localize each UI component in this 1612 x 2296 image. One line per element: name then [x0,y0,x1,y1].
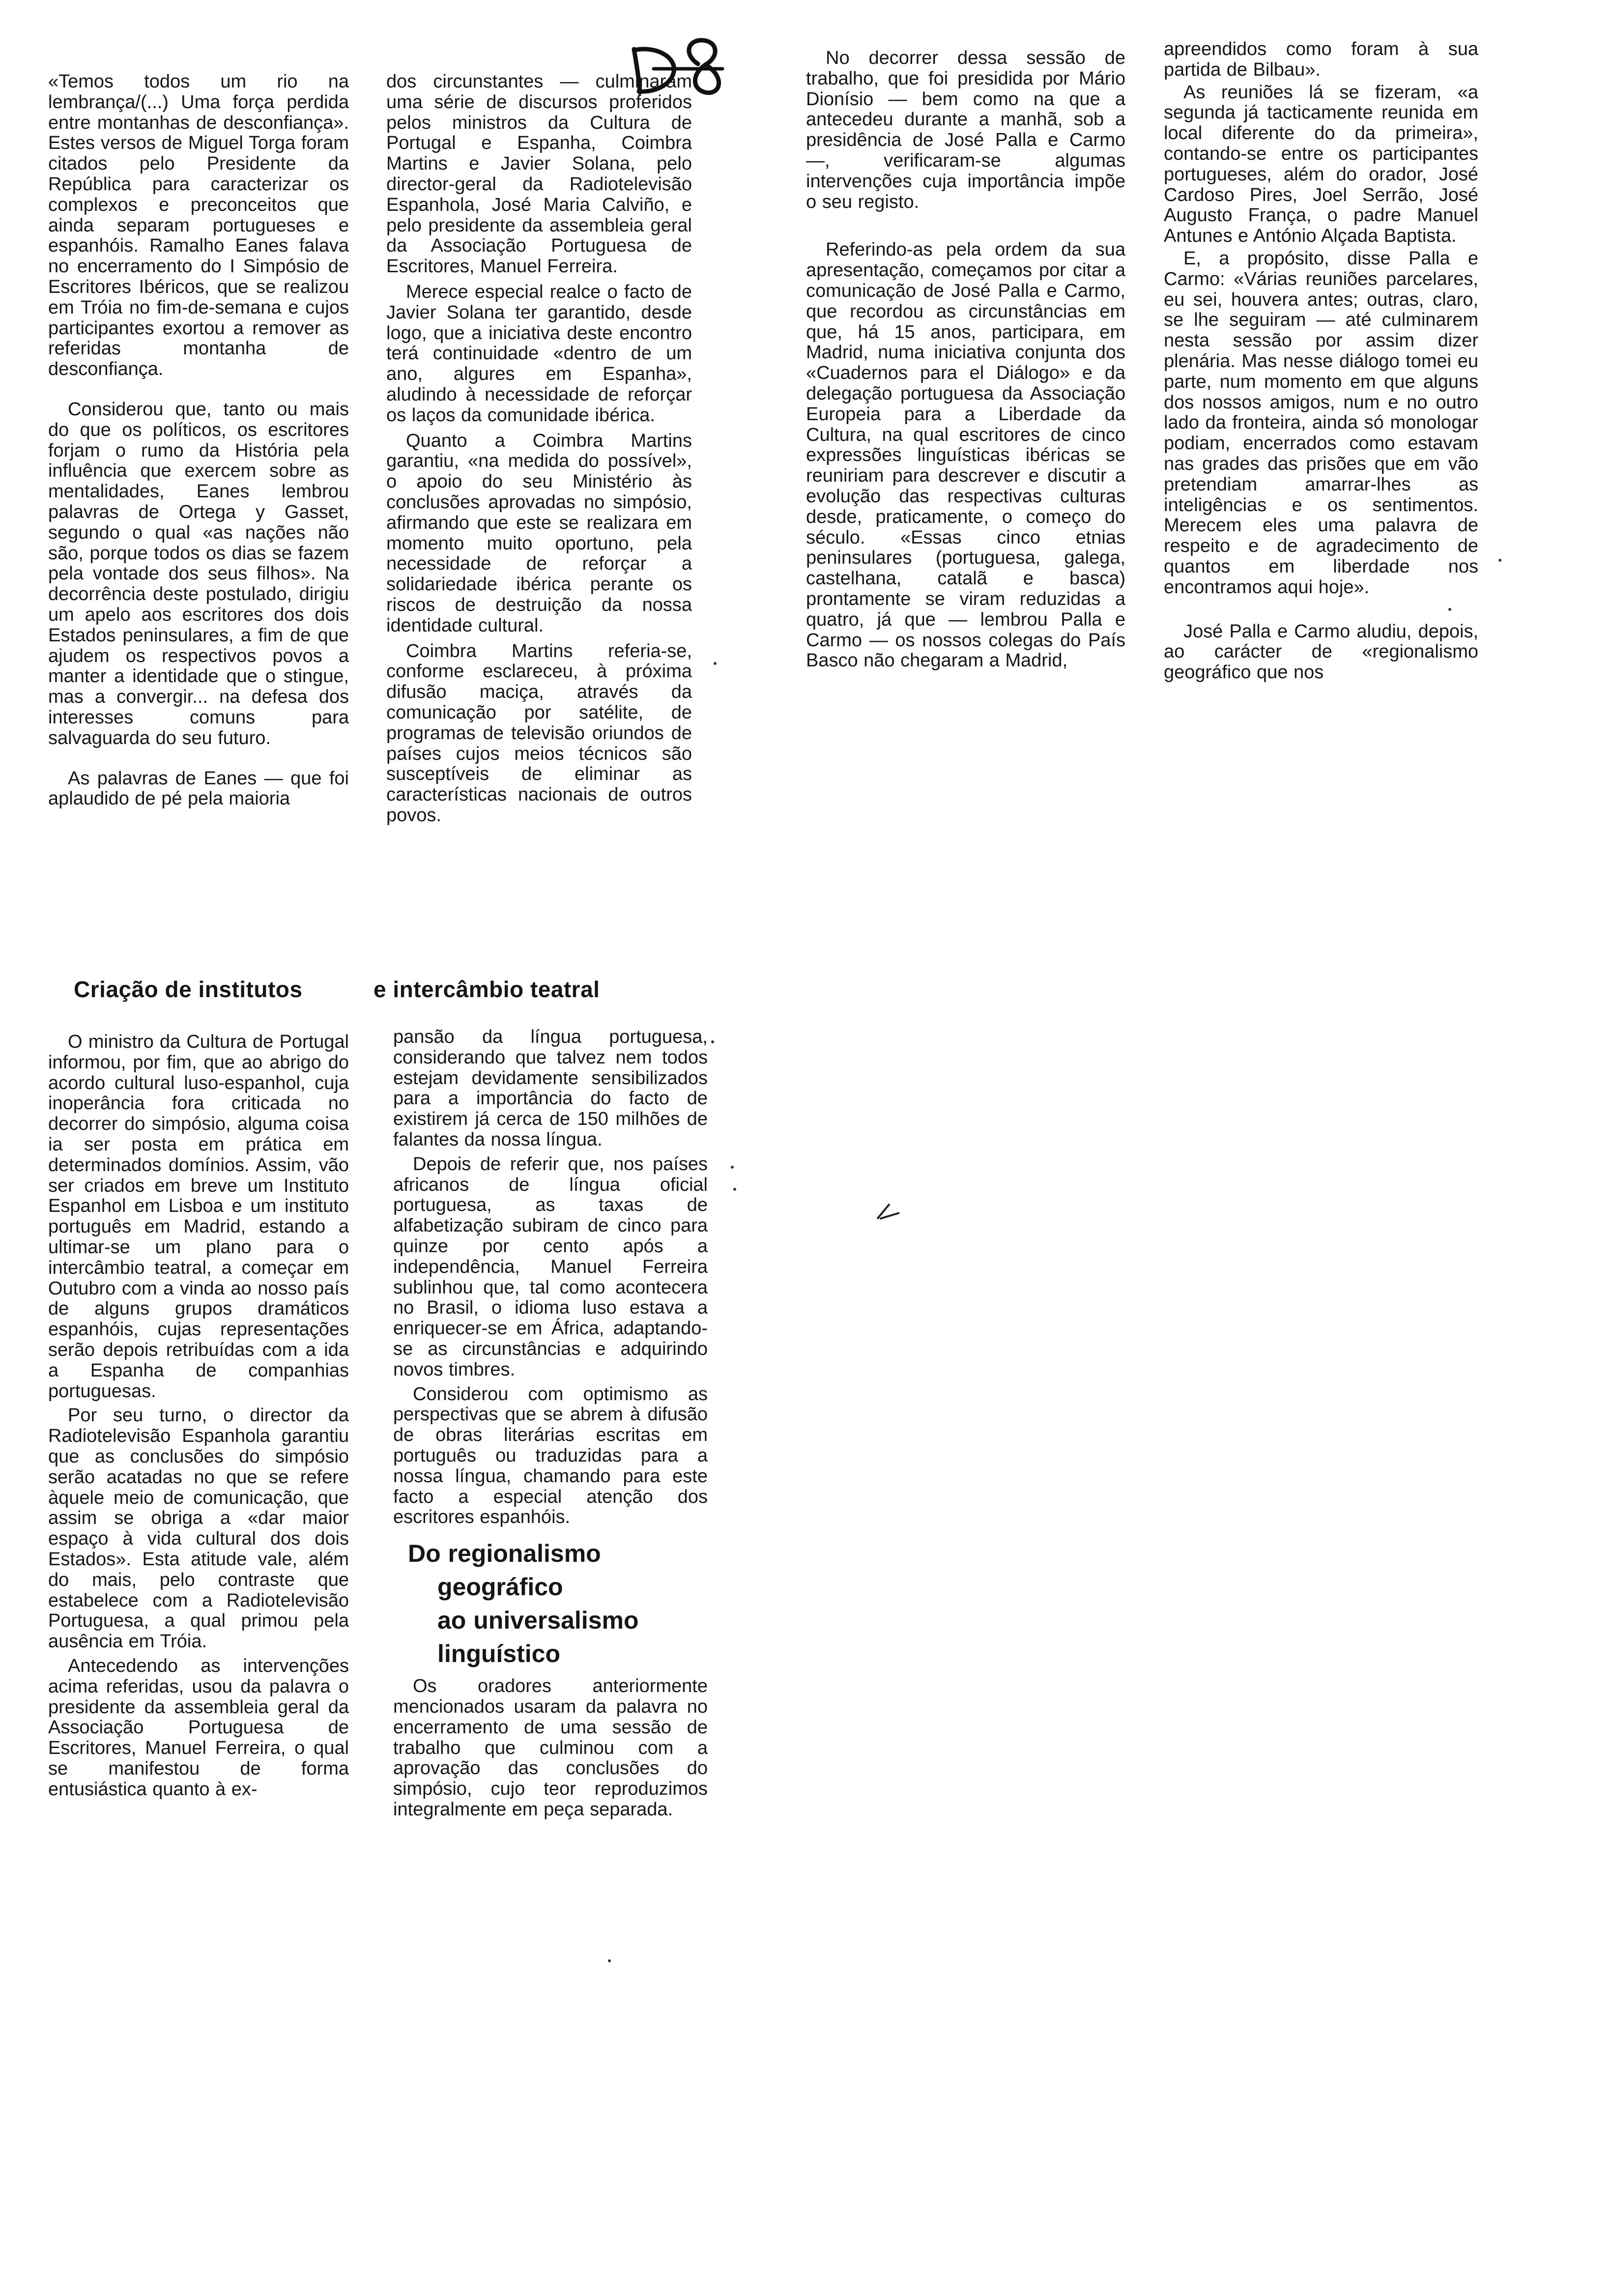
paragraph: Considerou que, tanto ou mais do que os políticos, os escritores forjam o rumo da História pela influência que exercem sobre as mentalidades, Eanes lembrou palavras de Ortega y Gasset, segundo o qual «as nações não são, porque todos os dias se fazem pela vontade dos seus filhos». Na decorrência deste postulado, dirigiu um apelo aos escritores dos dois Estados peninsulares, a fim de que ajudem os respectivos povos a manter a identidade que o stingue, mas a convergir... na defesa dos interesses comuns para salvaguarda do seu futuro. [48,399,349,748]
column-3-top [806,48,1125,671]
paragraph: E, a propósito, disse Palla e Carmo: «Várias reuniões parcelares, eu sei, houvera antes; outras, claro, se lhe seguiram — até culminarem nesta sessão por assim dizer plenária. Mas nesse diálogo tomei eu parte, num momento em que alguns dos nossos amigos, num e no outro lado da fronteira, ainda só monologar podiam, encerrados como estavam nas grades das prisões que em vão pretendiam amarrar-lhes as inteligências e os sentimentos. Merecem eles uma palavra de respeito e de agradecimento de quantos em liberdade nos encontramos aqui hoje». [1164,248,1478,598]
paragraph: No decorrer dessa sessão de trabalho, que foi presidida por Mário Dionísio — bem como na que a antecedeu durante a manhã, sob a presidência de José Palla e Carmo —, verificaram-se algumas intervenções cuja importância impõe o seu registo. [806,48,1125,212]
subheading [408,1537,708,1670]
paragraph: As palavras de Eanes — que foi aplaudido de pé pela maioria [48,768,349,809]
section-heading-part-2: e intercâmbio teatral [374,976,600,1002]
paragraph: Quanto a Coimbra Martins garantiu, «na medida do possível», o apoio do seu Ministério às conclusões aprovadas no simpósio, afirmando que este se realizara em momento muito oportuno, pela necessidade de reforçar a solidariedade ibérica perante os riscos de destruição da nossa identidade cultural. [386,430,692,636]
column-2-bottom [393,1027,708,1820]
subheading-line: geográfico [437,1573,563,1601]
paragraph: O ministro da Cultura de Portugal informou, por fim, que ao abrigo do acordo cultural luso-espanhol, cuja inoperância fora criticada no decorrer do simpósio, alguma coisa ia ser posta em prática em determinados domínios. Assim, vão ser criados em breve um Instituto Espanhol em Lisboa e um instituto português em Madrid, estando a ultimar-se um plano para o intercâmbio teatral, a começar em Outubro com a vinda ao nosso país de alguns grupos dramáticos espanhóis, cujas representações serão depois retribuídas com a ida a Espanha de companhias portuguesas. [48,1032,349,1402]
paragraph: José Palla e Carmo aludiu, depois, ao carácter de «regionalismo geográfico que nos [1164,621,1478,683]
paragraph: As reuniões lá se fizeram, «a segunda já tacticamente reunida em local diferente do da primeira», contando-se entre os participantes portugueses, além do orador, José Cardoso Pires, Joel Serrão, José Augusto França, o padre Manuel Antunes e António Alçada Baptista. [1164,82,1478,247]
subheading-line: ao universalismo [437,1607,639,1635]
subheading-line: linguístico [437,1640,560,1668]
column-1-bottom [48,1032,349,1800]
paragraph: Considerou com optimismo as perspectivas que se abrem à difusão de obras literárias escritas em português ou traduzidas para a nossa língua, chamando para este facto a especial atenção dos escritores espanhóis. [393,1383,708,1528]
column-2-top [386,72,692,826]
subheading-line: Do regionalismo [408,1540,601,1568]
paragraph: «Temos todos um rio na lembrança/(...) Uma força perdida entre montanhas de desconfiança». Estes versos de Miguel Torga foram citados pelo Presidente da República para caracterizar os complexos e preconceitos que ainda separam portugueses e espanhóis. Ramalho Eanes falava no encerramento do I Simpósio de Escritores Ibéricos, que se realizou em Tróia no fim-de-semana e cujos participantes exortou a remover as referidas montanha de desconfiança. [48,71,349,380]
paragraph: Os oradores anteriormente mencionados usaram da palavra no encerramento de uma sessão de trabalho que culminou com a aprovação das conclusões do simpósio, cujo teor reproduzimos integralmente em peça separada. [393,1676,708,1820]
section-heading [74,976,302,1003]
paragraph: Merece especial realce o facto de Javier Solana ter garantido, desde logo, que a iniciativa deste encontro terá continuidade «dentro de um ano, algures em Espanha», aludindo à necessidade de reforçar os laços da comunidade ibérica. [386,281,692,426]
paragraph: apreendidos como foram à sua partida de Bilbau». [1164,39,1478,80]
section-heading-part-1: Criação de institutos [74,976,303,1002]
paragraph: Depois de referir que, nos países africanos de língua oficial portuguesa, as taxas de alfabetização subiram de cinco para quinze por cento após a independência, Manuel Ferreira sublinhou que, tal como acontecera no Brasil, o idioma luso estava a enriquecer-se em África, adaptando-se as circunstâncias e adquirindo novos timbres. [393,1153,708,1380]
section-heading-continued [374,976,600,1003]
paragraph: Antecedendo as intervenções acima referidas, usou da palavra o presidente da assembleia geral da Associação Portuguesa de Escritores, Manuel Ferreira, o qual se manifestou de forma entusiástica quanto à ex- [48,1655,349,1800]
paragraph: dos circunstantes — culminaram uma série de discursos proferidos pelos ministros da Cultura de Portugal e Espanha, Coimbra Martins e Javier Solana, pelo director-geral da Radiotelevisão Espanhola, José Maria Calviño, e pelo presidente da assembleia geral da Associação Portuguesa de Escritores, Manuel Ferreira. [386,71,692,277]
column-4-top [1164,39,1478,683]
paragraph: Por seu turno, o director da Radiotelevisão Espanhola garantiu que as conclusões do simpósio serão acatadas no que se refere àquele meio de comunicação, que assim se obriga a «dar maior espaço à vida cultural dos dois Estados». Esta atitude vale, além do mais, pelo contraste que estabelece com a Radiotelevisão Portuguesa, a qual primou pela ausência em Tróia. [48,1405,349,1652]
paragraph: Coimbra Martins referia-se, conforme esclareceu, à próxima difusão maciça, através da comunicação por satélite, de programas de televisão oriundos de países cujos meios técnicos são susceptíveis de eliminar as características nacionais de outros povos. [386,640,692,826]
paragraph: Referindo-as pela ordem da sua apresentação, começamos por citar a comunicação de José Palla e Carmo, que recordou as circunstâncias em que, há 15 anos, participara, em Madrid, numa iniciativa conjunta dos «Cuadernos para el Diálogo» e da delegação portuguesa da Associação Europeia para a Liberdade da Cultura, na qual escritores de cinco expressões linguísticas ibéricas se reuniriam para descrever e discutir a evolução das respectivas culturas desde, praticamente, o começo do século. «Essas cinco etnias peninsulares (portuguesa, galega, castelhana, catalã e basca) prontamente se viram reduzidas a quatro, já que — lembrou Palla e Carmo — os nossos colegas do País Basco não chegaram a Madrid, [806,239,1125,671]
paragraph: pansão da língua portuguesa, considerando que talvez nem todos estejam devidamente sensibilizados para a importância do facto de existirem já cerca de 150 milhões de falantes da nossa língua. [393,1027,708,1150]
column-1-top [48,72,349,809]
